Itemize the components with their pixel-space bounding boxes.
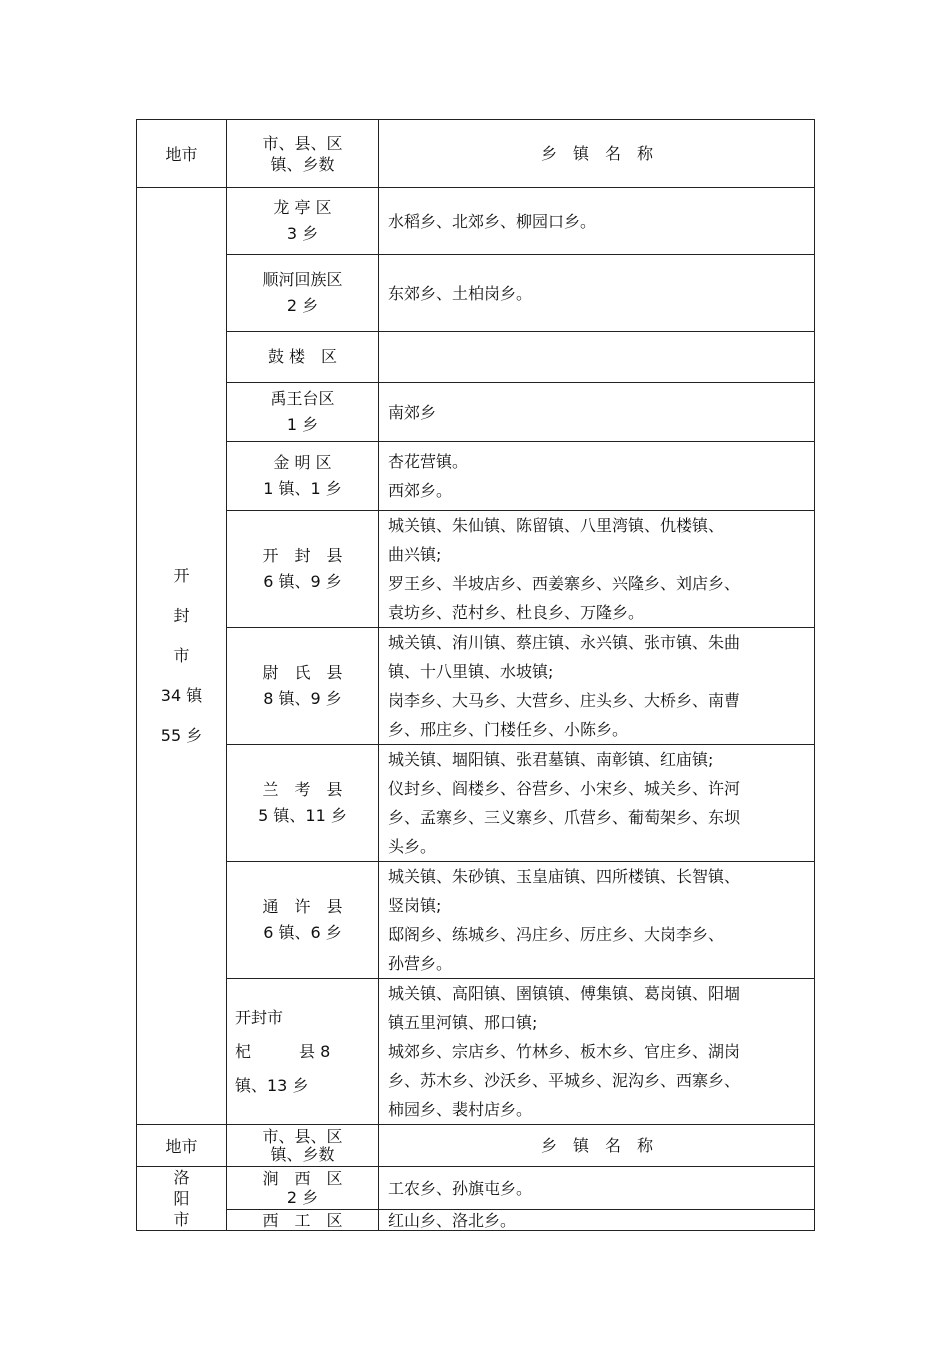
kaifeng-row — [137, 383, 815, 442]
township-line: 乡、苏木乡、沙沃乡、平城乡、泥沟乡、西寨乡、 — [388, 1071, 741, 1090]
county-line: 禹王台区 — [270, 389, 335, 408]
luoyang-row — [137, 1210, 815, 1231]
township-line: 岗李乡、大马乡、大营乡、庄头乡、大桥乡、南曹 — [388, 691, 741, 710]
county-line: 尉 氏 县 — [262, 663, 343, 682]
kaifeng-row — [137, 255, 815, 332]
luoyang-row — [137, 1167, 815, 1210]
county-line: 1 镇、1 乡 — [263, 479, 342, 498]
township-line: 头乡。 — [388, 837, 437, 856]
county-cell — [227, 255, 379, 332]
city-line: 封 — [173, 606, 190, 625]
county-line: 涧 西 区 — [262, 1169, 343, 1189]
header-city: 地市 — [137, 1125, 227, 1167]
township-line: 城郊乡、宗店乡、竹林乡、板木乡、官庄乡、湖岗 — [388, 1042, 741, 1061]
city-cell — [137, 188, 227, 1125]
county-cell — [227, 979, 379, 1125]
county-cell — [227, 442, 379, 511]
county-line: 杞 县 8 — [235, 1041, 331, 1061]
city-cell — [137, 1167, 227, 1231]
township-line: 曲兴镇; — [388, 545, 442, 564]
county-cell — [227, 383, 379, 442]
kaifeng-row — [137, 442, 815, 511]
township-line: 杏花营镇。 — [388, 452, 469, 471]
township-line: 工农乡、孙旗屯乡。 — [388, 1178, 533, 1198]
township-line: 东郊乡、土柏岗乡。 — [388, 283, 533, 303]
header-city: 地市 — [137, 120, 227, 188]
township-line: 城关镇、朱仙镇、陈留镇、八里湾镇、仇楼镇、 — [388, 516, 725, 535]
kaifeng-row — [137, 979, 815, 1125]
township-line: 水稻乡、北郊乡、柳园口乡。 — [388, 211, 597, 231]
city-line: 洛 — [173, 1168, 190, 1187]
header-county: 市、县、区 镇、乡数 — [227, 120, 379, 188]
header-townships: 乡 镇 名 称 — [379, 120, 815, 188]
townships-cell — [379, 862, 815, 979]
county-line: 鼓 楼 区 — [267, 347, 338, 366]
township-line: 仪封乡、阎楼乡、谷营乡、小宋乡、城关乡、许河 — [388, 779, 741, 798]
township-table — [136, 119, 815, 1231]
kaifeng-row — [137, 511, 815, 628]
city-line: 34 镇 — [160, 686, 203, 705]
city-line: 55 乡 — [160, 726, 203, 745]
township-line: 镇五里河镇、邢口镇; — [388, 1013, 538, 1032]
townships-cell — [379, 1210, 815, 1231]
township-line: 西郊乡。 — [388, 481, 453, 500]
county-line: 兰 考 县 — [262, 780, 343, 799]
townships-cell — [379, 511, 815, 628]
county-cell — [227, 332, 379, 383]
city-line: 市 — [173, 1210, 190, 1229]
header-row — [137, 120, 815, 188]
county-line: 西 工 区 — [262, 1210, 343, 1230]
county-cell — [227, 511, 379, 628]
township-line: 城关镇、洧川镇、蔡庄镇、永兴镇、张市镇、朱曲 — [388, 633, 741, 652]
township-line: 邸阁乡、练城乡、冯庄乡、厉庄乡、大岗李乡、 — [388, 925, 725, 944]
townships-cell — [379, 442, 815, 511]
city-line: 阳 — [173, 1189, 190, 1208]
county-line: 1 乡 — [286, 415, 319, 434]
county-cell — [227, 862, 379, 979]
township-line: 罗王乡、半坡店乡、西姜寨乡、兴隆乡、刘店乡、 — [388, 574, 741, 593]
township-line: 乡、孟寨乡、三义寨乡、爪营乡、葡萄架乡、东坝 — [388, 808, 741, 827]
township-line: 城关镇、堌阳镇、张君墓镇、南彰镇、红庙镇; — [388, 750, 714, 769]
county-cell — [227, 628, 379, 745]
county-line: 金 明 区 — [273, 453, 332, 472]
header-county: 市、县、区 镇、乡数 — [227, 1125, 379, 1167]
township-line: 孙营乡。 — [388, 954, 453, 973]
county-line: 5 镇、11 乡 — [258, 806, 347, 825]
townships-cell — [379, 979, 815, 1125]
county-cell — [227, 745, 379, 862]
county-line: 镇、13 乡 — [235, 1075, 309, 1095]
county-line: 开封市 — [235, 1007, 284, 1027]
city-line: 开 — [173, 566, 190, 585]
county-line: 龙 亭 区 — [273, 198, 332, 217]
county-line: 2 乡 — [286, 1188, 319, 1208]
county-line: 通 许 县 — [262, 897, 343, 916]
county-line: 6 镇、9 乡 — [263, 572, 342, 591]
kaifeng-row — [137, 745, 815, 862]
header-row-repeat — [137, 1125, 815, 1167]
townships-cell — [379, 628, 815, 745]
township-line: 南郊乡 — [388, 402, 437, 422]
township-line: 乡、邢庄乡、门楼任乡、小陈乡。 — [388, 720, 629, 739]
township-line: 红山乡、洛北乡。 — [388, 1210, 517, 1230]
city-line: 市 — [173, 646, 190, 665]
header-townships: 乡 镇 名 称 — [379, 1125, 815, 1167]
kaifeng-row — [137, 188, 815, 255]
townships-cell — [379, 1167, 815, 1210]
county-line: 3 乡 — [286, 224, 319, 243]
township-line: 城关镇、朱砂镇、玉皇庙镇、四所楼镇、长智镇、 — [388, 867, 741, 886]
township-line: 城关镇、高阳镇、圉镇镇、傅集镇、葛岗镇、阳堌 — [388, 984, 741, 1003]
township-line: 镇、十八里镇、水坡镇; — [388, 662, 554, 681]
townships-cell — [379, 255, 815, 332]
county-line: 6 镇、6 乡 — [263, 923, 342, 942]
townships-cell — [379, 188, 815, 255]
county-line: 开 封 县 — [262, 546, 343, 565]
kaifeng-row — [137, 332, 815, 383]
townships-cell — [379, 383, 815, 442]
townships-cell — [379, 745, 815, 862]
township-line: 袁坊乡、范村乡、杜良乡、万隆乡。 — [388, 603, 645, 622]
county-line: 8 镇、9 乡 — [263, 689, 342, 708]
county-cell — [227, 1167, 379, 1210]
county-cell — [227, 188, 379, 255]
township-line: 竖岗镇; — [388, 896, 442, 915]
townships-cell — [379, 332, 815, 383]
county-cell — [227, 1210, 379, 1231]
township-line: 柿园乡、裴村店乡。 — [388, 1100, 533, 1119]
kaifeng-row — [137, 862, 815, 979]
kaifeng-row — [137, 628, 815, 745]
county-line: 顺河回族区 — [262, 270, 343, 289]
county-line: 2 乡 — [286, 296, 319, 315]
